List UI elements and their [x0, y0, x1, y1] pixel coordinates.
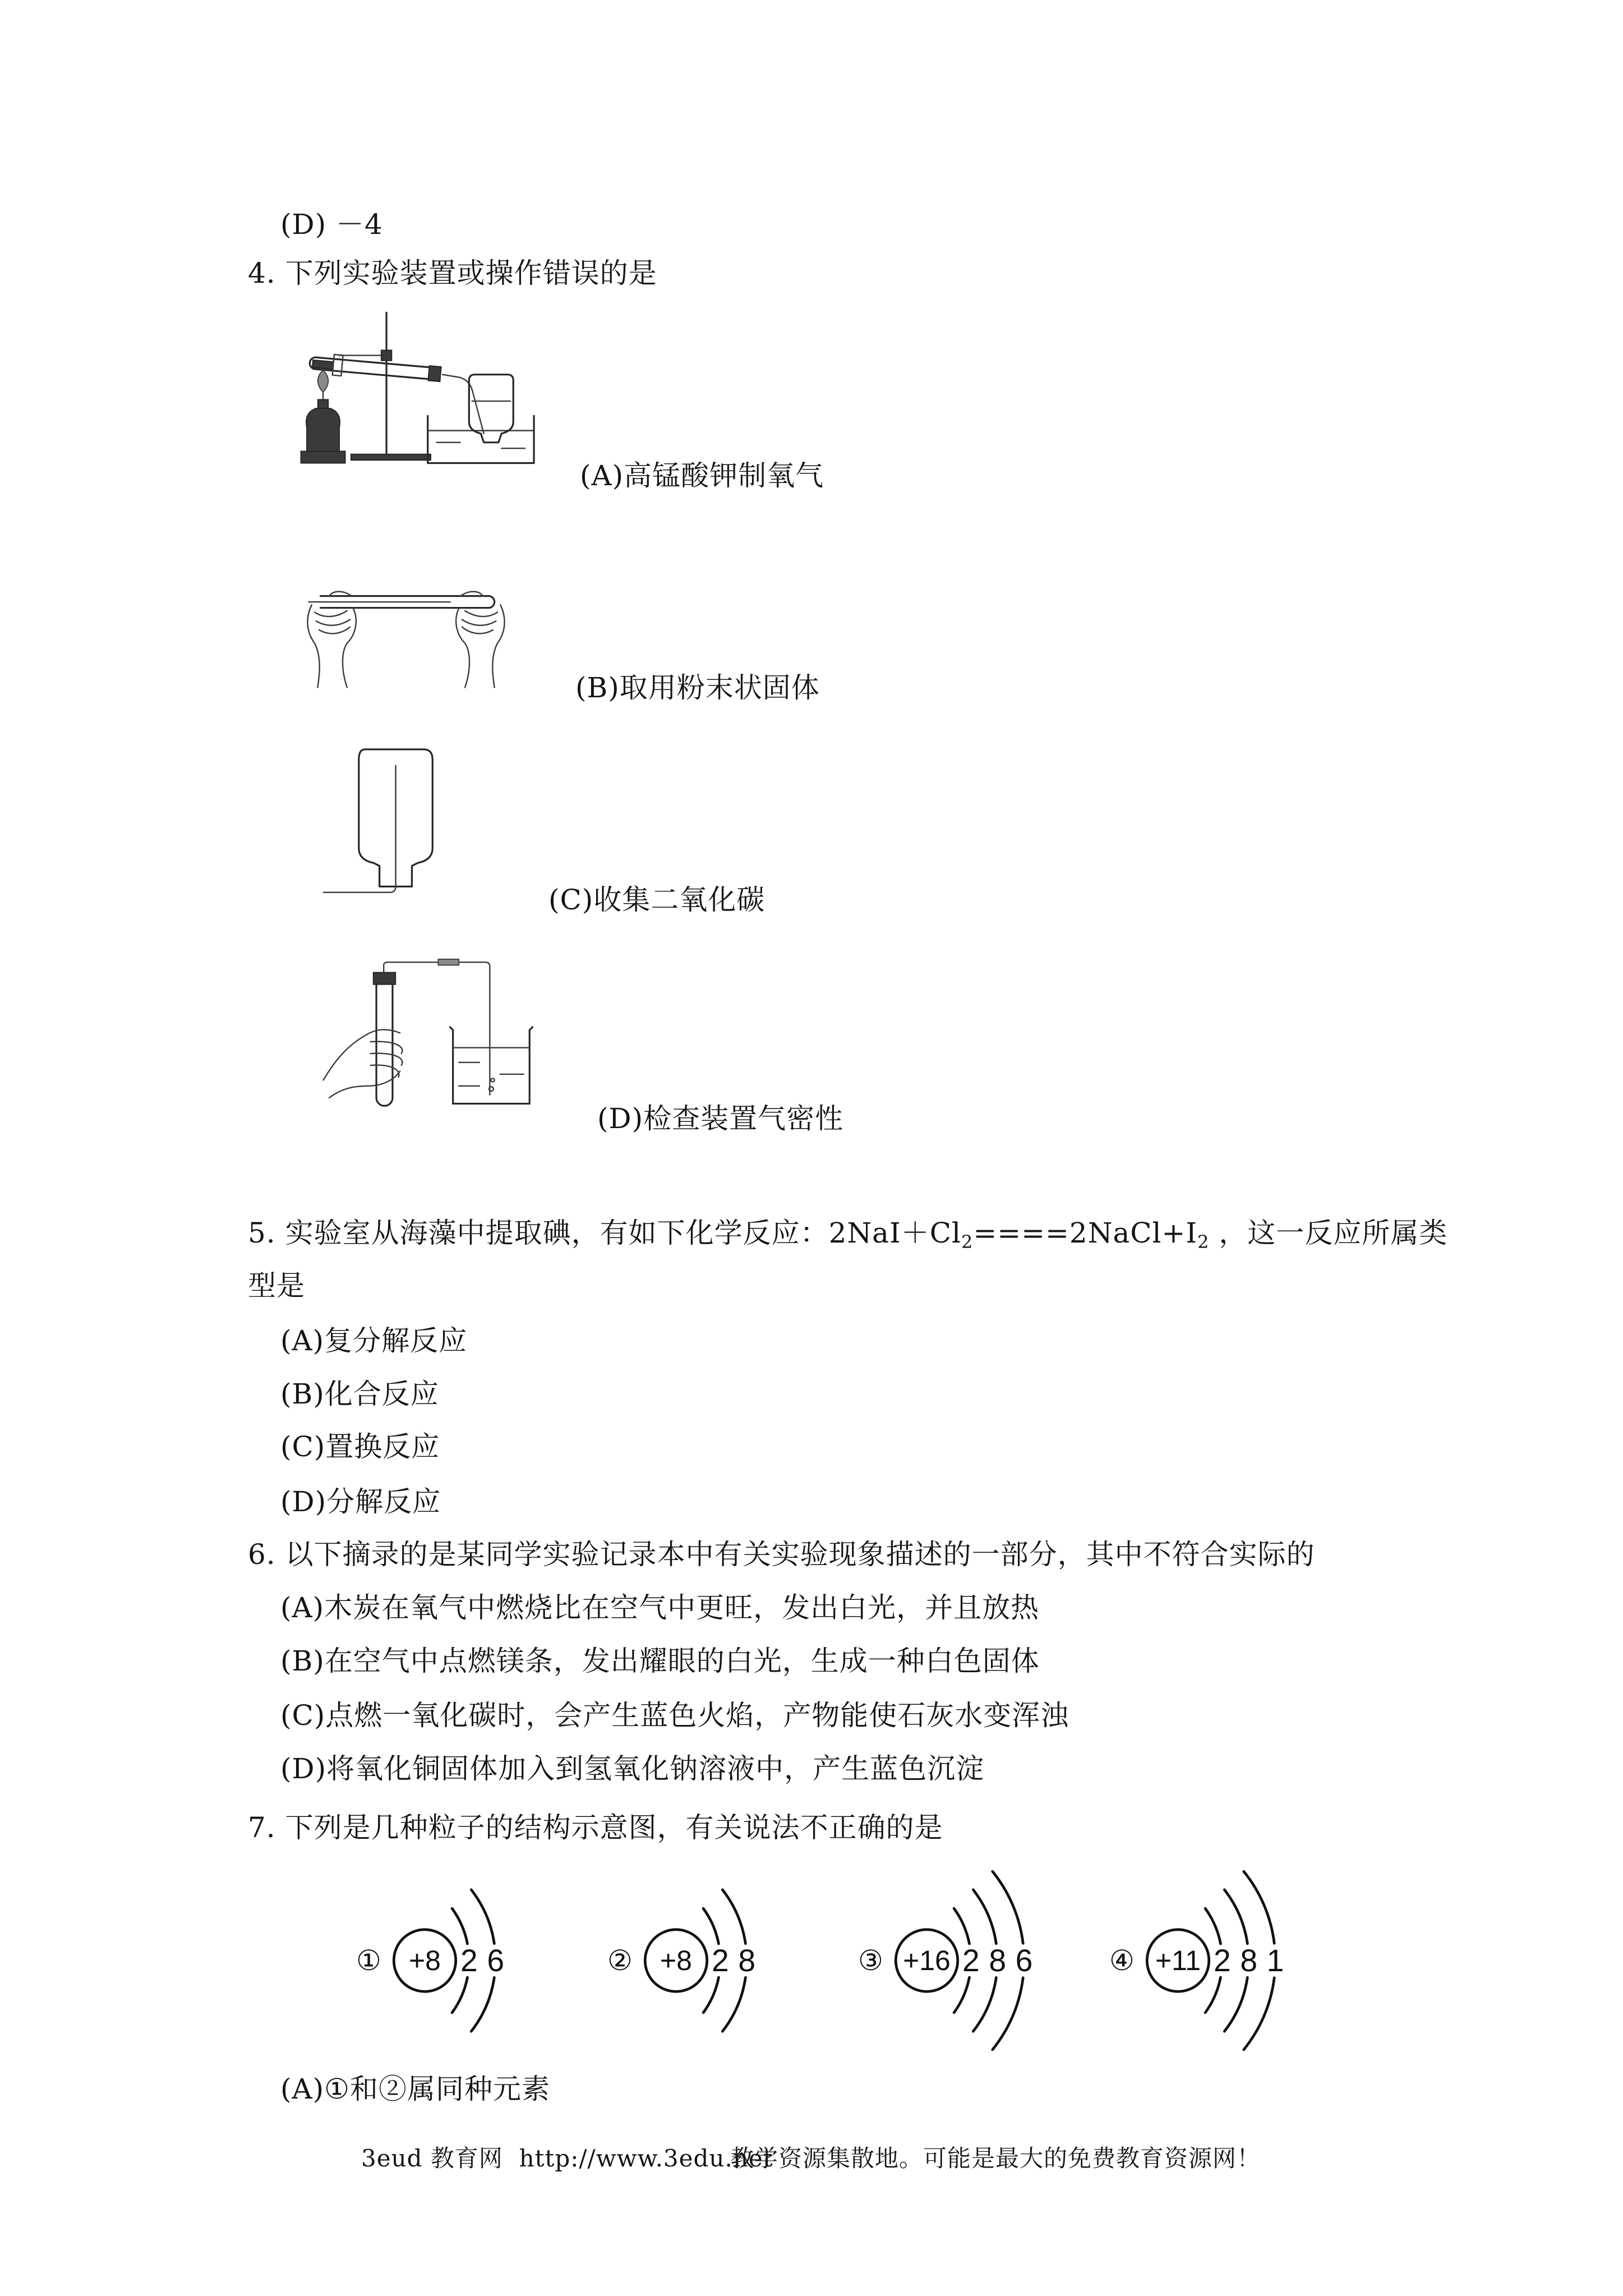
question-4-option-c: (C)收集二氧化碳	[548, 884, 766, 916]
test-tube	[309, 352, 441, 384]
nucleus	[394, 1930, 455, 1991]
question-4-option-d: (D)检查装置气密性	[597, 1102, 844, 1135]
beaker	[450, 1027, 532, 1104]
nucleus	[896, 1930, 957, 1991]
atom-label: ④	[1109, 1944, 1135, 1977]
electron-count: 8	[1240, 1943, 1258, 1978]
delivery-tube	[384, 959, 490, 1095]
question-5-option-d: (D)分解反应	[280, 1485, 441, 1518]
atom-diagram-1	[351, 1865, 550, 2056]
delivery-tube	[442, 375, 484, 434]
question-7-stem: 7. 下列是几种粒子的结构示意图，有关说法不正确的是	[248, 1811, 943, 1844]
right-hand	[456, 592, 504, 688]
electron-count: 2	[962, 1943, 980, 1978]
electron-count: 2	[712, 1943, 729, 1978]
question-5-stem-line-1	[248, 1216, 1448, 1253]
atom-diagram-3	[853, 1865, 1052, 2056]
hand	[324, 1030, 403, 1098]
footer-site: 3eud 教育网 http://www.3edu.net	[361, 2145, 773, 2172]
test-tube	[374, 973, 395, 1106]
question-5-stem-line-2: 型是	[248, 1269, 305, 1302]
atom-label: ②	[607, 1944, 633, 1977]
question-3-option-d: (D) －4	[280, 208, 383, 241]
nuclear-charge: +8	[408, 1945, 441, 1976]
question-5-option-c: (C)置换反应	[280, 1430, 440, 1463]
atom-diagram-2	[602, 1865, 801, 2056]
electron-count: 8	[989, 1943, 1007, 1978]
electron-count: 6	[1015, 1943, 1033, 1978]
alcohol-lamp	[301, 370, 345, 463]
question-4-option-b: (B)取用粉末状固体	[575, 671, 820, 704]
question-5-stem-tail: ，这一反应所属类	[1209, 1217, 1448, 1249]
question-6-stem: 6. 以下摘录的是某同学实验记录本中有关实验现象描述的一部分，其中不符合实际的	[248, 1538, 1315, 1571]
atom-label: ①	[356, 1944, 381, 1977]
question-4-option-a: (A)高锰酸钾制氧气	[580, 459, 824, 492]
airtightness-check-figure	[317, 959, 538, 1110]
electron-count: 8	[738, 1943, 756, 1978]
question-6-option-b: (B)在空气中点燃镁条，发出耀眼的白光，生成一种白色固体	[280, 1645, 1040, 1677]
question-4-stem: 4. 下列实验装置或操作错误的是	[248, 257, 657, 289]
electron-count: 2	[460, 1943, 478, 1978]
electron-count: 2	[1214, 1943, 1231, 1978]
question-5-equation-text: ====2NaCl+I	[973, 1217, 1198, 1249]
potassium-permanganate-oxygen-figure	[295, 310, 538, 469]
powder-solid-sampling-figure	[303, 590, 509, 693]
electron-count: 1	[1266, 1943, 1284, 1978]
nucleus	[645, 1930, 707, 1991]
left-hand	[307, 592, 356, 688]
question-5-stem-text: 5. 实验室从海藻中提取碘，有如下化学反应：2NaI＋Cl	[248, 1217, 961, 1249]
question-7-option-a: (A)①和②属同种元素	[280, 2073, 550, 2105]
carbon-dioxide-collection-figure	[317, 745, 450, 900]
nuclear-charge: +16	[903, 1945, 951, 1976]
electron-count: 6	[487, 1943, 505, 1978]
question-6-option-a: (A)木炭在氧气中燃烧比在空气中更旺，发出白光，并且放热	[280, 1591, 1040, 1624]
question-6-option-c: (C)点燃一氧化碳时，会产生蓝色火焰，产物能使石灰水变浑浊	[280, 1699, 1069, 1732]
footer-slogan: 教学资源集散地。可能是最大的免费教育资源网！	[730, 2145, 1261, 2172]
gas-collecting-bottle	[469, 375, 513, 443]
question-5-option-a: (A)复分解反应	[280, 1324, 468, 1357]
iodine-subscript: 2	[1197, 1231, 1210, 1253]
test-tube	[309, 596, 495, 608]
atom-diagram-4	[1104, 1865, 1303, 2056]
nucleus	[1147, 1930, 1209, 1991]
chlorine-subscript: 2	[961, 1231, 974, 1253]
iron-stand	[339, 312, 431, 460]
question-6-option-d: (D)将氧化铜固体加入到氢氧化钠溶液中，产生蓝色沉淀	[280, 1752, 985, 1785]
atom-label: ③	[858, 1944, 883, 1977]
nuclear-charge: +11	[1155, 1945, 1201, 1976]
question-5-option-b: (B)化合反应	[280, 1378, 439, 1410]
nuclear-charge: +8	[660, 1945, 692, 1976]
